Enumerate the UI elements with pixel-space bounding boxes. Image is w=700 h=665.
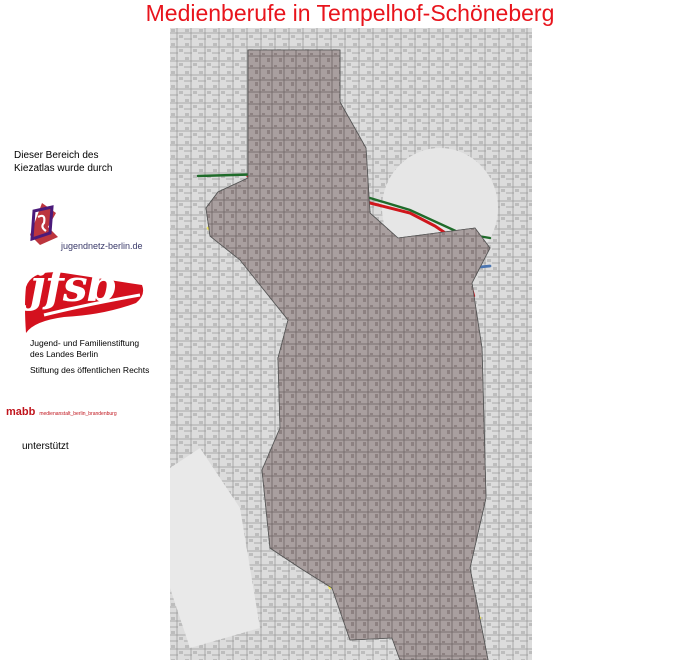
district-map[interactable] xyxy=(170,28,532,660)
page-title: Medienberufe in Tempelhof-Schöneberg xyxy=(145,0,555,26)
jfsb-logo[interactable] xyxy=(24,261,146,335)
mabb-logo[interactable] xyxy=(6,402,166,420)
mabb-subtext: medienanstalt_berlin_brandenburg xyxy=(39,411,117,417)
mabb-logo-text: mabb xyxy=(6,406,36,418)
jfsb-caption-line-1: Jugend- und Familienstiftung xyxy=(30,338,140,348)
intro-line-1: Dieser Bereich des xyxy=(14,150,99,161)
jugendnetz-emblem-icon xyxy=(22,197,62,249)
jfsb-logo-text: jfsb xyxy=(30,261,117,312)
support-text: unterstützt xyxy=(22,441,69,452)
sponsor-intro-text xyxy=(14,149,134,175)
jfsb-legal-form: Stiftung des öffentlichen Rechts xyxy=(30,365,150,375)
jugendnetz-logo[interactable] xyxy=(22,197,146,253)
map-canvas xyxy=(170,28,532,660)
jfsb-caption-line-2: des Landes Berlin xyxy=(30,349,99,359)
jugendnetz-label: jugendnetz-berlin.de xyxy=(61,241,143,251)
jfsb-caption xyxy=(30,338,160,360)
intro-line-2: Kiezatlas wurde durch xyxy=(14,163,113,174)
